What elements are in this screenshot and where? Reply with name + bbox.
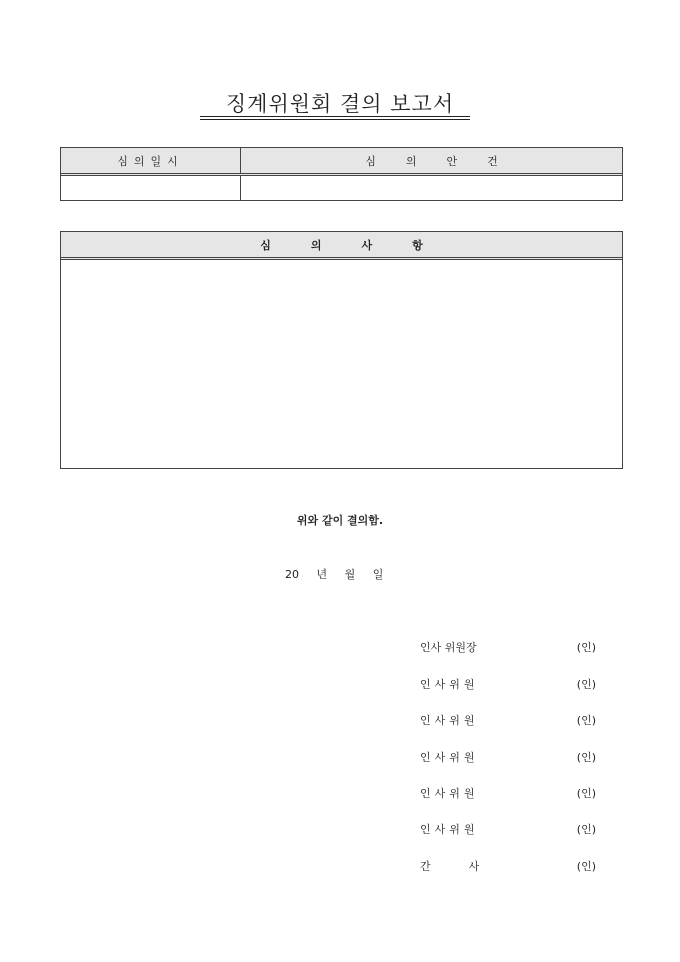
agenda-header-char: 심	[365, 154, 376, 168]
signature-row-chair	[420, 639, 596, 655]
signature-role: 인사 위원장	[420, 641, 477, 654]
title-underline-top	[200, 116, 470, 117]
signature-row-member	[420, 676, 596, 692]
signature-role: 인사위원	[420, 823, 479, 836]
deliberation-agenda-cell[interactable]	[241, 176, 622, 200]
title-underline-bottom	[200, 119, 470, 120]
seal-label: (인)	[576, 823, 596, 836]
signature-role: 인사위원	[420, 678, 479, 691]
signature-row-member	[420, 785, 596, 801]
seal-label: (인)	[576, 714, 596, 727]
secretary-role-char: 사	[468, 860, 480, 873]
document-title: 징계위원회 결의 보고서	[225, 92, 455, 116]
deliberation-date-cell[interactable]	[61, 176, 241, 200]
matters-header-char: 항	[412, 238, 423, 252]
deliberation-matters-header	[61, 232, 622, 260]
agenda-header-char: 안	[446, 154, 458, 168]
date-day-label: 일	[372, 568, 384, 581]
seal-label: (인)	[576, 751, 596, 764]
signature-role: 인사위원	[420, 751, 479, 764]
agenda-header-char: 건	[487, 154, 498, 168]
deliberation-info-body-row	[61, 176, 622, 200]
signature-role	[420, 858, 479, 874]
deliberation-matters-table	[60, 231, 623, 469]
matters-header-char: 사	[361, 238, 373, 252]
seal-label: (인)	[576, 787, 596, 800]
deliberation-agenda-header	[241, 148, 622, 173]
matters-header-char: 심	[260, 238, 271, 252]
deliberation-info-table	[60, 147, 623, 201]
date-month-label: 월	[344, 568, 356, 581]
seal-label: (인)	[576, 641, 596, 654]
date-year-label: 년	[316, 568, 328, 581]
signature-row-member	[420, 821, 596, 837]
matters-header-char: 의	[310, 238, 322, 252]
deliberation-date-header: 심의일시	[61, 148, 241, 173]
seal-label: (인)	[576, 678, 596, 691]
deliberation-matters-content[interactable]	[61, 260, 622, 465]
signature-row-member	[420, 749, 596, 765]
signature-role: 인사위원	[420, 714, 479, 727]
resolution-statement: 위와 같이 결의함.	[296, 514, 384, 527]
date-year-prefix: 20	[285, 568, 299, 581]
secretary-role-char: 간	[420, 860, 431, 873]
date-line	[285, 566, 383, 582]
seal-label: (인)	[576, 860, 596, 873]
signature-role: 인사위원	[420, 787, 479, 800]
deliberation-info-header-row	[61, 148, 622, 176]
signature-row-secretary	[420, 858, 596, 874]
agenda-header-char: 의	[405, 154, 417, 168]
signature-row-member	[420, 712, 596, 728]
